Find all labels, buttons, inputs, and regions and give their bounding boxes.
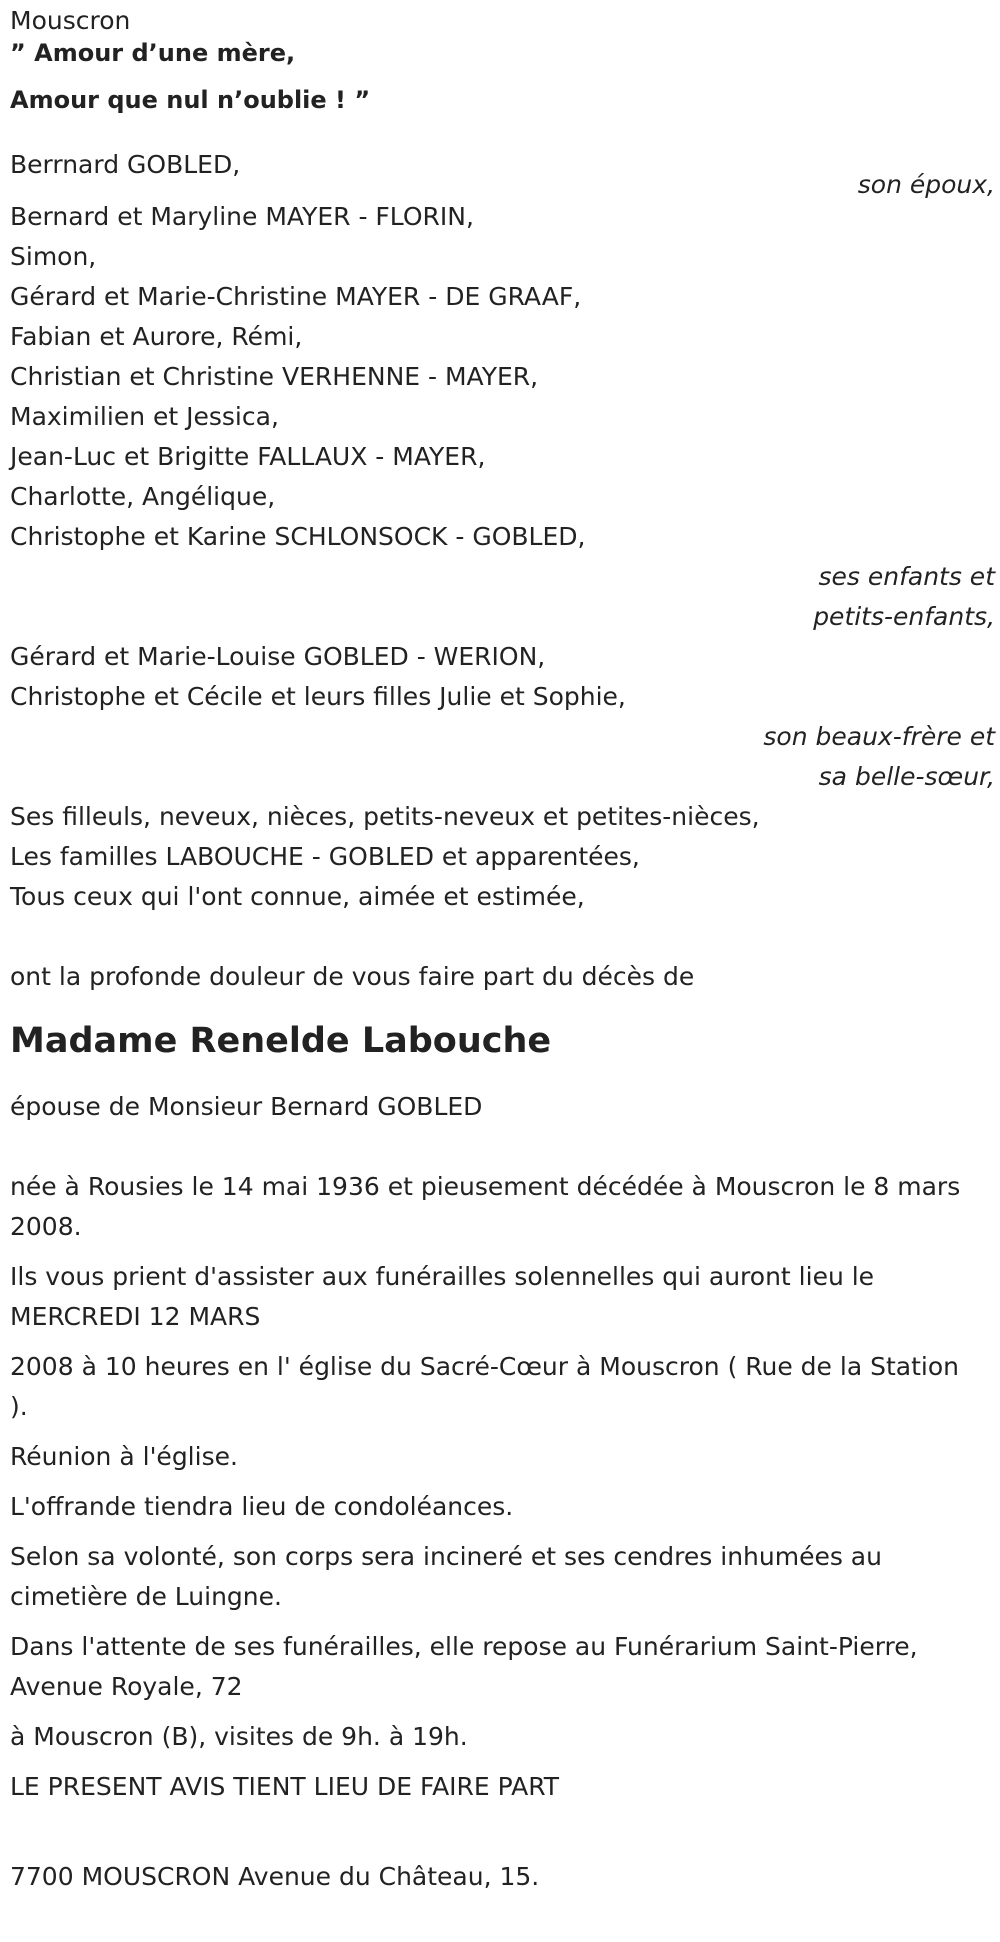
family-line: Bernard et Maryline MAYER - FLORIN, — [10, 202, 474, 231]
spacer — [10, 1127, 995, 1167]
inlaws-role-line-1: son beaux-frère et — [763, 722, 995, 751]
announcement-intro: ont la profonde douleur de vous faire part du décès de — [10, 962, 695, 991]
family-line: Gérard et Marie-Christine MAYER - DE GRAAF, — [10, 282, 582, 311]
spacer — [10, 119, 995, 145]
paragraph: Réunion à l'église. — [10, 1442, 238, 1471]
spouse-name: Berrnard GOBLED, — [10, 150, 241, 179]
family-line: Jean-Luc et Brigitte FALLAUX - MAYER, — [10, 442, 486, 471]
inlaws-list — [10, 637, 995, 717]
family-line: Tous ceux qui l'ont connue, aimée et estimée, — [10, 882, 585, 911]
address: 7700 MOUSCRON Avenue du Château, 15. — [10, 1862, 540, 1891]
paragraph: Ils vous prient d'assister aux funérailles solennelles qui auront lieu le MERCREDI 12 MARS — [10, 1262, 875, 1331]
deceased-name: Madame Renelde Labouche — [10, 1021, 552, 1061]
family-line: Christophe et Karine SCHLONSOCK - GOBLED, — [10, 522, 586, 551]
paragraph: Dans l'attente de ses funérailles, elle repose au Funérarium Saint-Pierre, Avenue Royale, 72 — [10, 1632, 918, 1701]
family-line: Gérard et Marie-Louise GOBLED - WERION, — [10, 642, 546, 671]
children-role-line-2: petits-enfants, — [813, 602, 995, 631]
spacer — [10, 917, 995, 957]
paragraph: Selon sa volonté, son corps sera incineré et ses cendres inhumées au cimetière de Luingne. — [10, 1542, 882, 1611]
announcement-paragraphs — [10, 1167, 970, 1807]
spouse-role: son époux, — [857, 170, 995, 199]
spouse-of: épouse de Monsieur Bernard GOBLED — [10, 1092, 483, 1121]
obituary-notice — [10, 8, 995, 1897]
family-line: Ses filleuls, neveux, nièces, petits-neveux et petites-nièces, — [10, 802, 760, 831]
family-line: Christian et Christine VERHENNE - MAYER, — [10, 362, 539, 391]
quote-line-1: ” Amour d’une mère, — [10, 39, 296, 67]
spacer — [10, 1817, 995, 1857]
others-list — [10, 797, 995, 917]
quote-line-2: Amour que nul n’oublie ! ” — [10, 86, 371, 114]
family-line: Fabian et Aurore, Rémi, — [10, 322, 303, 351]
inlaws-role-line-2: sa belle-sœur, — [818, 762, 995, 791]
paragraph: 2008 à 10 heures en l' église du Sacré-Cœur à Mouscron ( Rue de la Station ). — [10, 1352, 959, 1421]
paragraph: LE PRESENT AVIS TIENT LIEU DE FAIRE PART — [10, 1772, 560, 1801]
family-line: Les familles LABOUCHE - GOBLED et apparentées, — [10, 842, 640, 871]
family-line: Maximilien et Jessica, — [10, 402, 279, 431]
family-line: Simon, — [10, 242, 97, 271]
paragraph: née à Rousies le 14 mai 1936 et pieusement décédée à Mouscron le 8 mars 2008. — [10, 1172, 961, 1241]
paragraph: à Mouscron (B), visites de 9h. à 19h. — [10, 1722, 468, 1751]
children-role-line-1: ses enfants et — [818, 562, 995, 591]
city-header: Mouscron — [10, 6, 131, 35]
children-list — [10, 197, 995, 557]
family-line: Christophe et Cécile et leurs filles Julie et Sophie, — [10, 682, 626, 711]
paragraph: L'offrande tiendra lieu de condoléances. — [10, 1492, 514, 1521]
family-line: Charlotte, Angélique, — [10, 482, 276, 511]
